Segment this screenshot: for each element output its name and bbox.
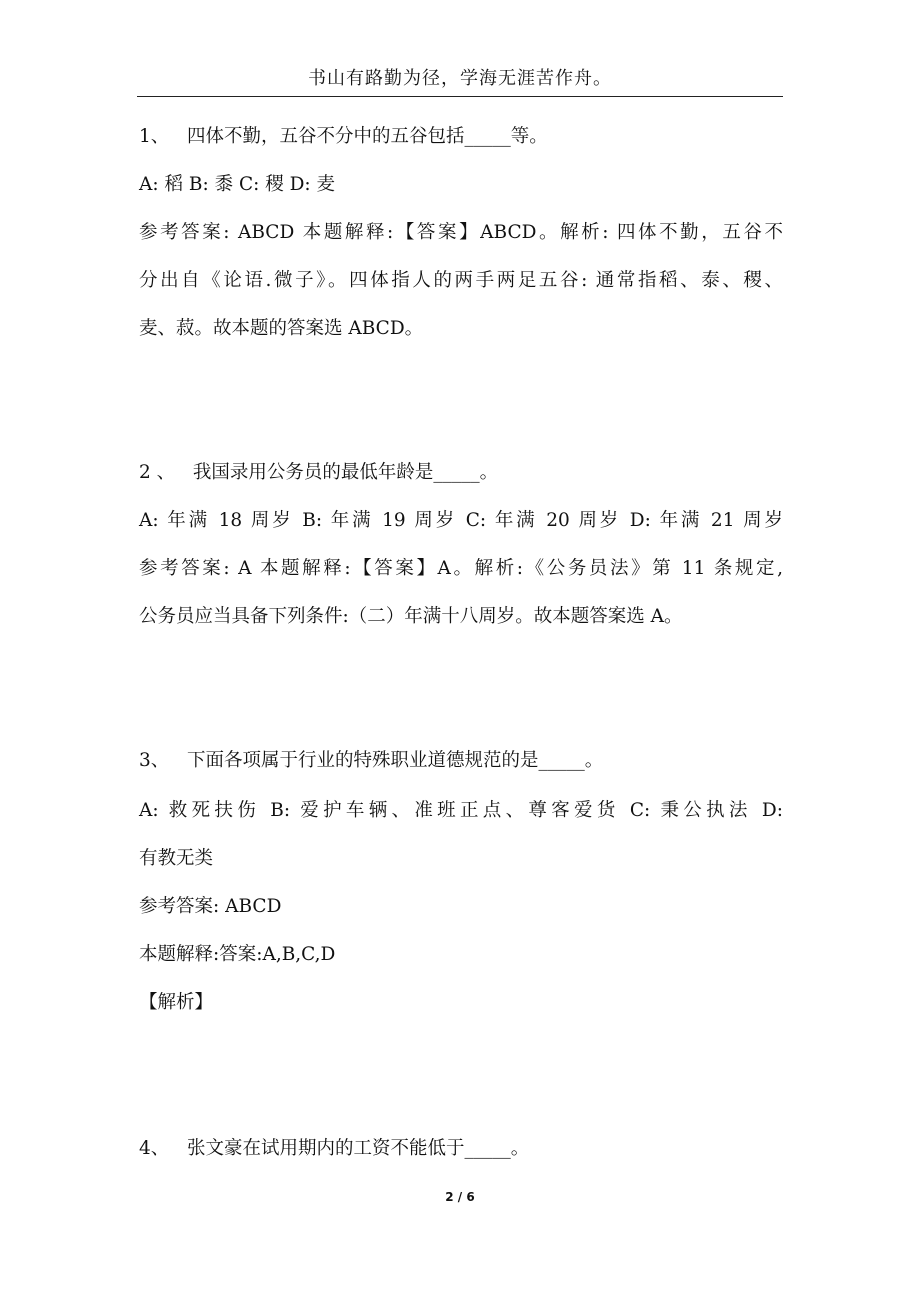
question-text: 我国录用公务员的最低年龄是 [192, 462, 434, 483]
question-2-options: A: 年满 18 周岁 B: 年满 19 周岁 C: 年满 20 周岁 D: 年满 21 周岁 [139, 510, 783, 531]
question-text-end: 。 [584, 750, 604, 771]
answer-blank: _____ [464, 1138, 511, 1159]
question-2-answer-line: 参考答案: A 本题解释:【答案】A。解析:《公务员法》第 11 条规定, [139, 558, 783, 579]
question-number: 3、 [139, 750, 170, 771]
question-number: 4、 [139, 1138, 170, 1159]
question-1-stem [139, 123, 783, 151]
question-2-answer-line: 公务员应当具备下列条件:（二）年满十八周岁。故本题答案选 A。 [139, 606, 683, 627]
question-text-end: 等。 [510, 126, 548, 147]
question-3-answer: 参考答案: ABCD [139, 896, 282, 917]
question-text-end: 。 [479, 462, 499, 483]
question-1-answer-line: 分出自《论语.微子》。四体指人的两手两足五谷: 通常指稻、泰、稷、 [139, 270, 783, 291]
question-text: 张文豪在试用期内的工资不能低于 [186, 1138, 465, 1159]
question-3-explanation: 本题解释:答案:A,B,C,D [139, 944, 336, 965]
question-number: 2 、 [139, 462, 176, 483]
answer-blank: _____ [433, 462, 480, 483]
header-divider [137, 96, 783, 97]
answer-blank: _____ [464, 126, 511, 147]
page-number: 2 / 6 [445, 1190, 475, 1204]
question-text: 四体不勤，五谷不分中的五谷包括 [186, 126, 465, 147]
question-1-options: A: 稻 B: 黍 C: 稷 D: 麦 [139, 174, 336, 195]
question-text-end: 。 [510, 1138, 530, 1159]
question-1-answer-line: 参考答案: ABCD 本题解释:【答案】ABCD。解析: 四体不勤，五谷不 [139, 222, 783, 243]
question-3-analysis-label: 【解析】 [139, 992, 214, 1013]
question-text: 下面各项属于行业的特殊职业道德规范的是 [186, 750, 539, 771]
question-2-stem [139, 459, 783, 487]
question-3-options-line: A: 救死扶伤 B: 爱护车辆、准班正点、尊客爱货 C: 秉公执法 D: [139, 800, 783, 821]
answer-blank: _____ [538, 750, 585, 771]
question-number: 1、 [139, 126, 170, 147]
page-header-motto: 书山有路勤为径，学海无涯苦作舟。 [308, 68, 612, 89]
question-3-options-line: 有教无类 [139, 848, 214, 869]
question-4-stem [139, 1135, 783, 1163]
question-3-stem [139, 747, 783, 775]
question-1-answer-line: 麦、菽。故本题的答案选 ABCD。 [139, 318, 424, 339]
